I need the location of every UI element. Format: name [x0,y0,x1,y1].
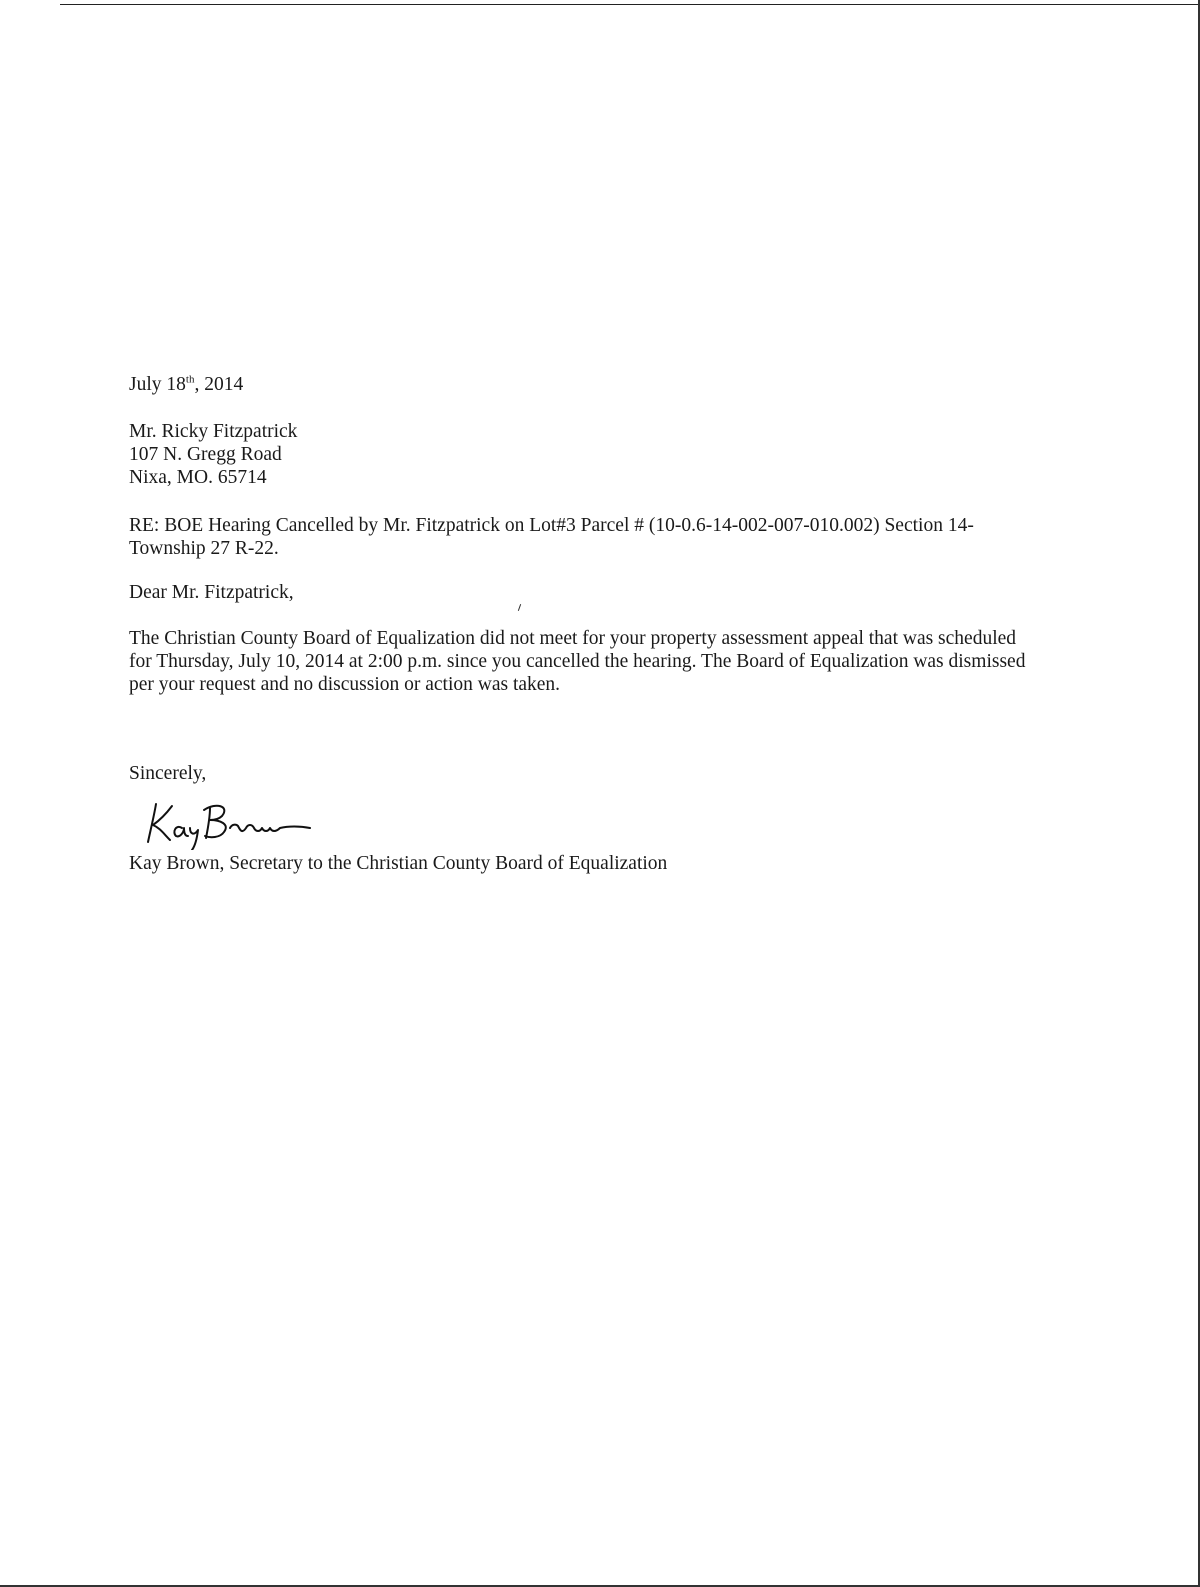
handwritten-signature [142,798,322,850]
salutation: Dear Mr. Fitzpatrick, [129,582,294,603]
letter-date [129,373,243,396]
subject-line-2: Township 27 R-22. [129,538,279,559]
body-line-1: The Christian County Board of Equalization did not meet for your property assessment appeal that was scheduled [129,628,1017,649]
date-year: , 2014 [194,374,244,395]
stray-pen-mark [518,604,521,611]
closing: Sincerely, [129,763,207,784]
signer-title: Kay Brown, Secretary to the Christian County Board of Equalization [129,853,668,874]
recipient-street: 107 N. Gregg Road [129,444,282,465]
scan-edge-top [60,4,1198,5]
subject-line-1: RE: BOE Hearing Cancelled by Mr. Fitzpatrick on Lot#3 Parcel # (10-0.6-14-002-007-010.002) Section 14- [129,515,974,536]
date-day: July 18 [129,374,186,395]
date-ordinal-suffix: th [185,373,195,386]
body-line-2: for Thursday, July 10, 2014 at 2:00 p.m. since you cancelled the hearing. The Board of Equalization was dismissed [129,651,1026,672]
body-line-3: per your request and no discussion or action was taken. [129,674,561,695]
recipient-name: Mr. Ricky Fitzpatrick [129,421,298,442]
recipient-city: Nixa, MO. 65714 [129,467,267,488]
